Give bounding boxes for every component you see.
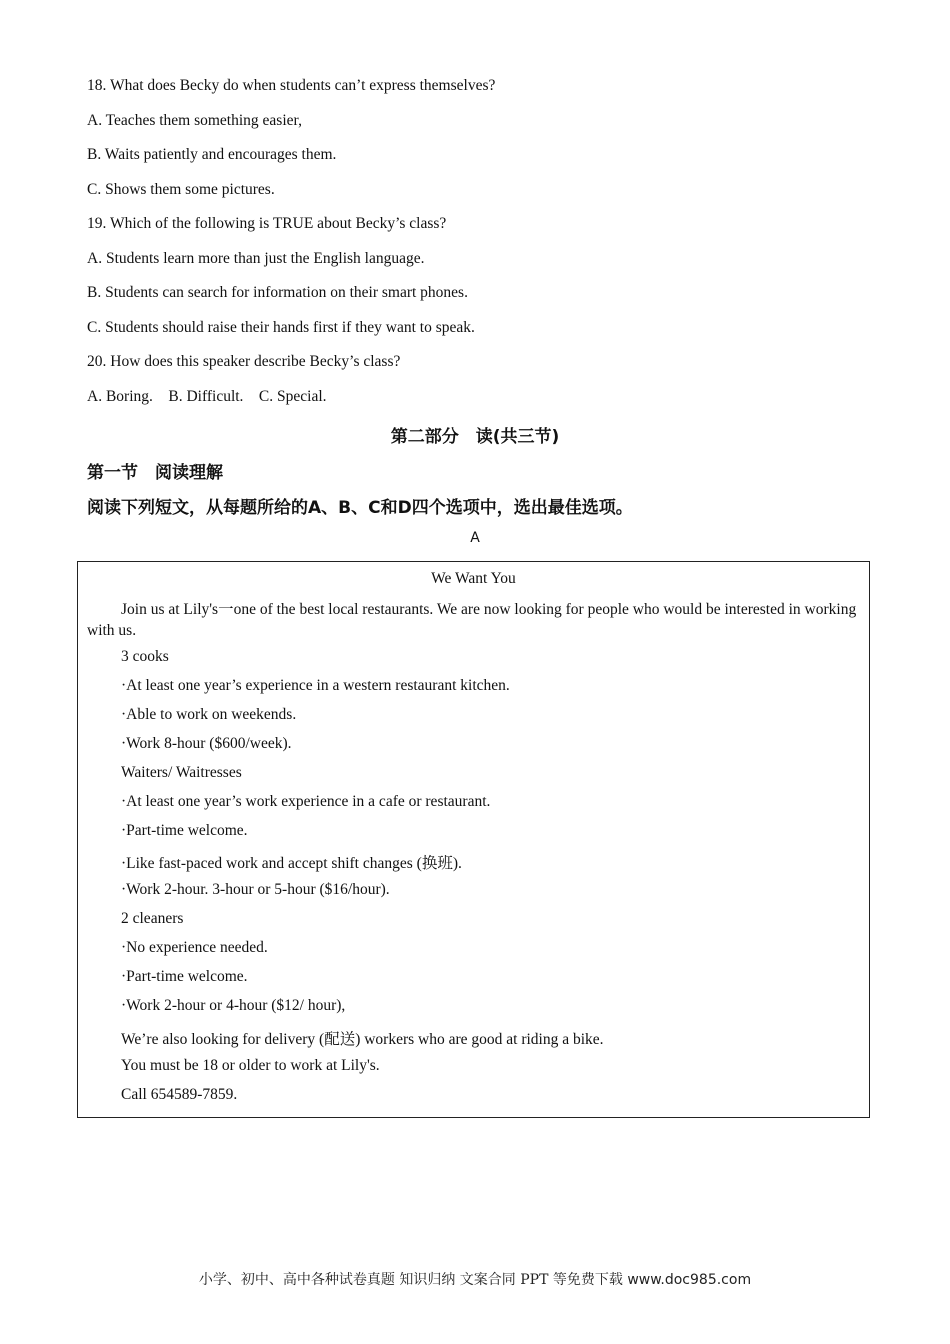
- ad-line: ·Able to work on weekends.: [121, 706, 297, 723]
- passage-letter: A: [470, 530, 480, 546]
- footer-url[interactable]: www.doc985.com: [627, 1272, 752, 1288]
- ad-line: ·At least one year’s work experience in a cafe or restaurant.: [121, 793, 491, 810]
- option-18b: B. Waits patiently and encourages them.: [87, 146, 337, 163]
- ad-title: We Want You: [431, 570, 516, 587]
- ad-line: ·Work 2-hour. 3-hour or 5-hour ($16/hour).: [121, 881, 390, 898]
- footer-text: 小学、初中、高中各种试卷真题 知识归纳 文案合同 PPT 等免费下载: [198, 1272, 628, 1288]
- ad-line: 2 cleaners: [121, 910, 184, 927]
- section-title: 第一节 阅读理解: [87, 463, 223, 483]
- ad-line: ·Work 8-hour ($600/week).: [121, 735, 292, 752]
- ad-line: ·Part-time welcome.: [121, 822, 248, 839]
- ad-line: You must be 18 or older to work at Lily's.: [121, 1057, 380, 1074]
- ad-line: Waiters/ Waitresses: [121, 764, 242, 781]
- ad-intro: Join us at Lily's一one of the best local restaurants. We are now looking for people who would be interested in working with us.: [87, 601, 857, 639]
- instruction: 阅读下列短文，从每题所给的A、B、C和D四个选项中，选出最佳选项。: [87, 498, 633, 518]
- option-19b: B. Students can search for information on their smart phones.: [87, 284, 468, 301]
- ad-line: ·Work 2-hour or 4-hour ($12/ hour),: [121, 997, 346, 1014]
- ad-line: We’re also looking for delivery (配送) workers who are good at riding a bike.: [121, 1031, 604, 1048]
- ad-line: 3 cooks: [121, 648, 169, 665]
- ad-line: ·Part-time welcome.: [121, 968, 248, 985]
- question-18: 18. What does Becky do when students can’t express themselves?: [87, 77, 496, 94]
- ad-line: ·Like fast-paced work and accept shift changes (换班).: [121, 855, 462, 872]
- part-title: 第二部分 读(共三节): [390, 427, 560, 447]
- footer: [0, 1269, 950, 1289]
- option-18c: C. Shows them some pictures.: [87, 181, 275, 198]
- ad-line: ·At least one year’s experience in a western restaurant kitchen.: [121, 677, 510, 694]
- options-20: A. Boring. B. Difficult. C. Special.: [87, 388, 327, 405]
- option-19a: A. Students learn more than just the English language.: [87, 250, 425, 267]
- ad-box: [77, 561, 870, 1118]
- ad-line: ·No experience needed.: [121, 939, 268, 956]
- question-20: 20. How does this speaker describe Becky’s class?: [87, 353, 401, 370]
- ad-line: Call 654589-7859.: [121, 1086, 238, 1103]
- question-19: 19. Which of the following is TRUE about Becky’s class?: [87, 215, 447, 232]
- option-18a: A. Teaches them something easier,: [87, 112, 302, 129]
- option-19c: C. Students should raise their hands first if they want to speak.: [87, 319, 475, 336]
